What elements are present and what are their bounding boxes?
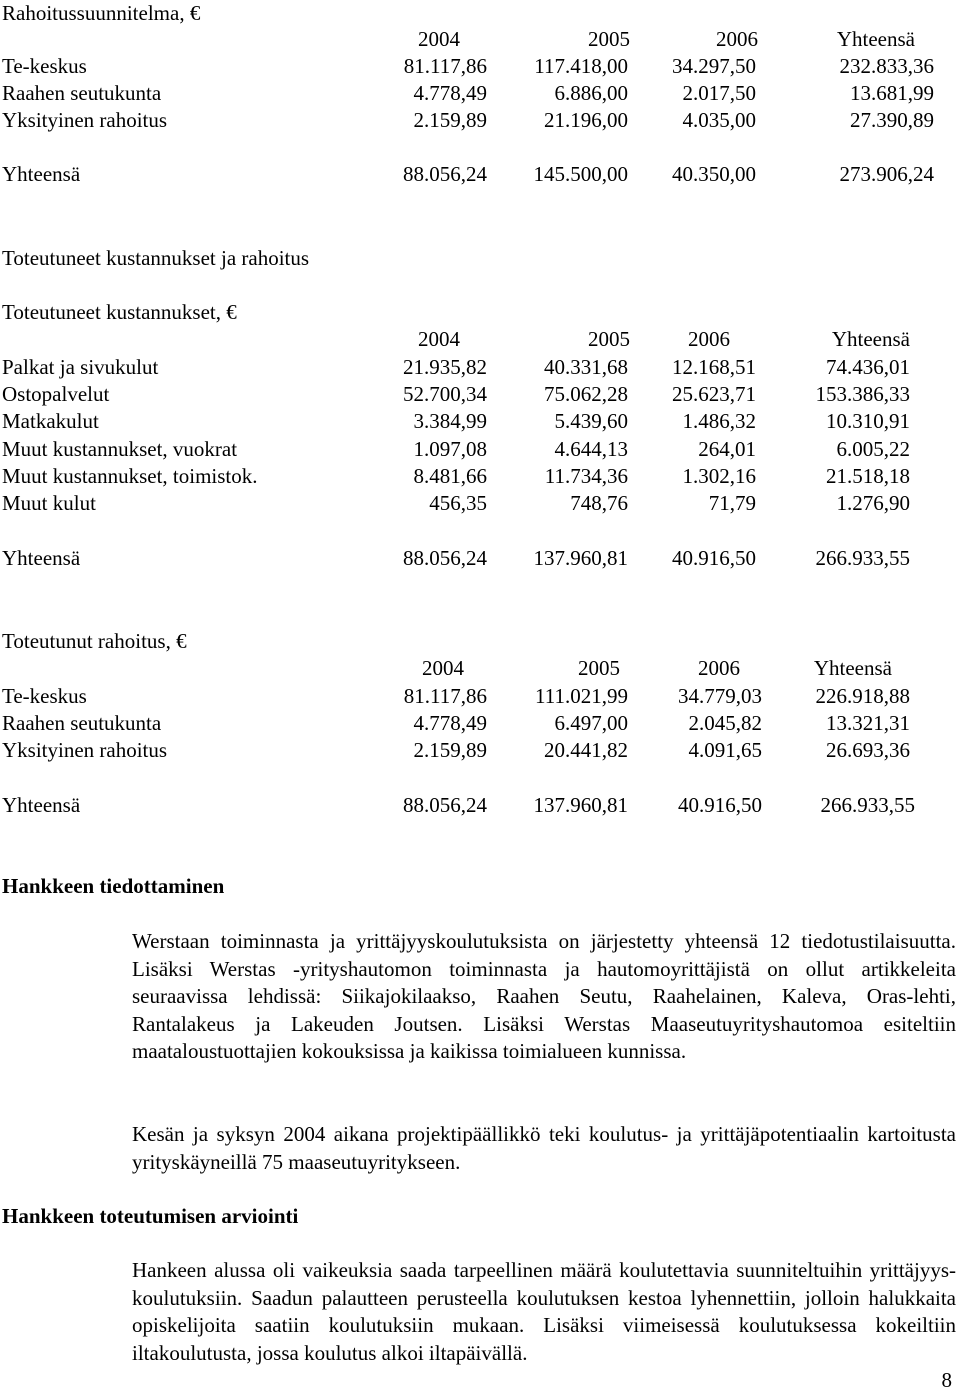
page-number: 8	[941, 1368, 952, 1392]
cell: 264,01	[698, 437, 756, 461]
evaluation-heading: Hankkeen toteutumisen arviointi	[2, 1204, 299, 1228]
cell: 145.500,00	[533, 162, 628, 186]
cell: 456,35	[429, 491, 487, 515]
row-label: Ostopalvelut	[2, 382, 110, 406]
cell: 4.091,65	[688, 738, 762, 762]
table-row	[2, 408, 960, 434]
row-label: Yksityinen rahoitus	[2, 738, 168, 762]
cell: 2.017,50	[682, 81, 756, 105]
row-label: Palkat ja sivukulut	[2, 355, 159, 379]
row-label: Yhteensä	[2, 162, 81, 186]
cell: 153.386,33	[815, 382, 910, 406]
cell: 6.497,00	[554, 711, 628, 735]
cell: 748,76	[570, 491, 628, 515]
cell: 34.779,03	[678, 684, 762, 708]
cell: 13.321,31	[826, 711, 910, 735]
row-label: Te-keskus	[2, 684, 87, 708]
cell: 266.933,55	[815, 546, 910, 570]
costs-header-total: Yhteensä	[831, 327, 910, 351]
row-label: Raahen seutukunta	[2, 711, 162, 735]
plan-header-row	[2, 26, 960, 52]
realized-heading: Toteutuneet kustannukset ja rahoitus	[2, 246, 310, 270]
cell: 137.960,81	[533, 793, 628, 817]
table-row	[2, 436, 960, 462]
cell: 4.644,13	[554, 437, 628, 461]
info-heading: Hankkeen tiedottaminen	[2, 874, 225, 898]
cell: 1.097,08	[413, 437, 487, 461]
cell: 25.623,71	[672, 382, 756, 406]
plan-header-2006: 2006	[716, 27, 758, 51]
funding-header-total: Yhteensä	[813, 656, 892, 680]
evaluation-paragraph-1: Hankeen alussa oli vaikeuksia saada tarpeellinen määrä koulutettavia suunniteltuihin yrittäjyys-koulutuksiin. Saadun palautteen perusteella koulutuksen kestoa lyhennettiin, jolloin halukkaita opiskelijoita saatiin koulutuksiin mukaan. Lisäksi viimeisessä koulutuksessa kokeiltiin iltakoulutusta, jossa koulutus alkoi iltapäivällä.	[132, 1258, 956, 1365]
cell: 88.056,24	[403, 546, 487, 570]
funding-header-2005: 2005	[578, 656, 620, 680]
cell: 75.062,28	[544, 382, 628, 406]
cell: 117.418,00	[534, 54, 628, 78]
table-row	[2, 381, 960, 407]
cell: 10.310,91	[826, 409, 910, 433]
cell: 2.159,89	[413, 108, 487, 132]
plan-header-2005: 2005	[588, 27, 630, 51]
cell: 3.384,99	[413, 409, 487, 433]
table-row	[2, 80, 960, 106]
cell: 81.117,86	[403, 684, 487, 708]
cell: 226.918,88	[815, 684, 910, 708]
cell: 4.778,49	[413, 81, 487, 105]
table-row	[2, 737, 960, 763]
cell: 2.159,89	[413, 738, 487, 762]
cell: 13.681,99	[850, 81, 934, 105]
row-label: Te-keskus	[2, 54, 87, 78]
table-row	[2, 490, 960, 516]
funding-header-2004: 2004	[422, 656, 464, 680]
cell: 40.916,50	[672, 546, 756, 570]
cell: 232.833,36	[839, 54, 934, 78]
cell: 2.045,82	[688, 711, 762, 735]
info-paragraph-1: Werstaan toiminnasta ja yrittäjyyskoulutuksista on järjestetty yhteensä 12 tiedotustilaisuutta. Lisäksi Werstas -yrityshautomon toiminnasta ja hautomoyrittäjistä on ollut artikkeleita seuraavissa lehdissä: Siikajokilaakso, Raahen Seutu, Raahelainen, Kaleva, Oras-lehti, Rantalakeus ja Lakeuden Joutsen. Lisäksi Werstas Maaseutuyrityshautomoa esiteltiin maataloustuottajien kokouksissa ja kaikissa toimialueen kunnissa.	[132, 929, 956, 1064]
cell: 81.117,86	[403, 54, 487, 78]
funding-title: Toteutunut rahoitus, €	[2, 629, 187, 653]
costs-title: Toteutuneet kustannukset, €	[2, 300, 237, 324]
table-row	[2, 683, 960, 709]
costs-header-row	[2, 326, 960, 352]
table-row	[2, 354, 960, 380]
cell: 273.906,24	[839, 162, 934, 186]
cell: 4.035,00	[682, 108, 756, 132]
cell: 5.439,60	[554, 409, 628, 433]
info-paragraph-2: Kesän ja syksyn 2004 aikana projektipäällikkö teki koulutus- ja yrittäjäpotentiaalin kartoitusta yrityskäyneillä 75 maaseutuyritykseen.	[132, 1122, 956, 1174]
costs-header-2005: 2005	[588, 327, 630, 351]
cell: 40.916,50	[678, 793, 762, 817]
costs-header-2006: 2006	[688, 327, 730, 351]
cell: 1.302,16	[682, 464, 756, 488]
cell: 6.005,22	[836, 437, 910, 461]
funding-header-2006: 2006	[698, 656, 740, 680]
costs-header-2004: 2004	[418, 327, 460, 351]
cell: 74.436,01	[826, 355, 910, 379]
cell: 52.700,34	[403, 382, 487, 406]
cell: 34.297,50	[672, 54, 756, 78]
cell: 27.390,89	[850, 108, 934, 132]
cell: 4.778,49	[413, 711, 487, 735]
total-row	[2, 161, 960, 187]
cell: 11.734,36	[544, 464, 628, 488]
cell: 137.960,81	[533, 546, 628, 570]
total-row	[2, 545, 960, 571]
row-label: Yhteensä	[2, 546, 81, 570]
cell: 111.021,99	[535, 684, 628, 708]
cell: 21.518,18	[826, 464, 910, 488]
cell: 8.481,66	[413, 464, 487, 488]
row-label: Muut kulut	[2, 491, 96, 515]
row-label: Raahen seutukunta	[2, 81, 162, 105]
cell: 40.350,00	[672, 162, 756, 186]
plan-header-total: Yhteensä	[836, 27, 915, 51]
cell: 20.441,82	[544, 738, 628, 762]
cell: 266.933,55	[820, 793, 915, 817]
cell: 1.486,32	[682, 409, 756, 433]
table-row	[2, 463, 960, 489]
cell: 21.935,82	[403, 355, 487, 379]
row-label: Yksityinen rahoitus	[2, 108, 168, 132]
funding-header-row	[2, 655, 960, 681]
table-row	[2, 107, 960, 133]
row-label: Muut kustannukset, vuokrat	[2, 437, 238, 461]
cell: 6.886,00	[554, 81, 628, 105]
table-row	[2, 53, 960, 79]
cell: 71,79	[708, 491, 756, 515]
cell: 88.056,24	[403, 162, 487, 186]
total-row	[2, 792, 960, 818]
row-label: Muut kustannukset, toimistok.	[2, 464, 258, 488]
cell: 26.693,36	[826, 738, 910, 762]
row-label: Matkakulut	[2, 409, 99, 433]
cell: 21.196,00	[544, 108, 628, 132]
plan-header-2004: 2004	[418, 27, 460, 51]
cell: 12.168,51	[672, 355, 756, 379]
cell: 40.331,68	[544, 355, 628, 379]
table-row	[2, 710, 960, 736]
row-label: Yhteensä	[2, 793, 81, 817]
cell: 88.056,24	[403, 793, 487, 817]
plan-title: Rahoitussuunnitelma, €	[2, 1, 201, 25]
cell: 1.276,90	[836, 491, 910, 515]
